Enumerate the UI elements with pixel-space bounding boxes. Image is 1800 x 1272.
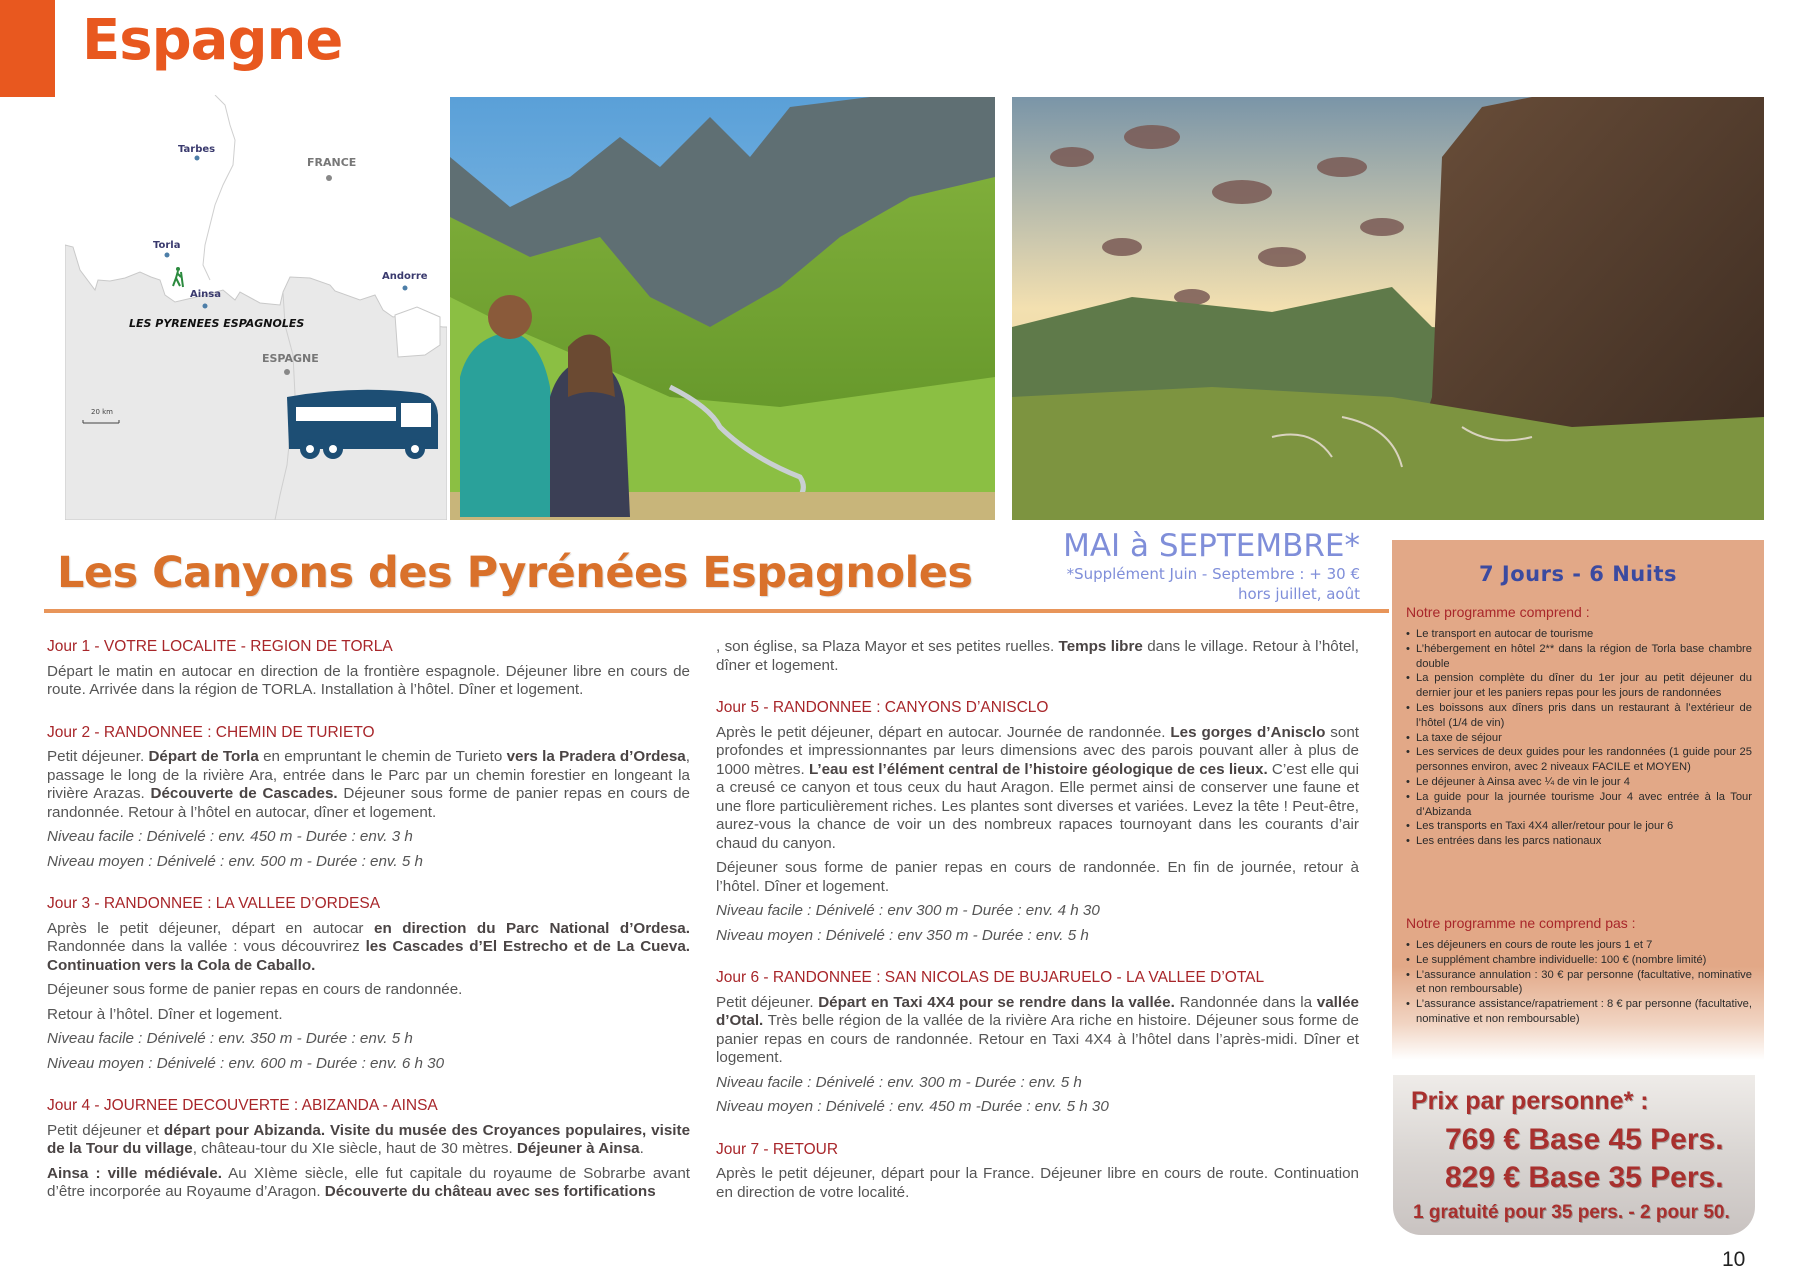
includes-item: • Les boissons aux dîners pris dans un restaurant à l’extérieur de l’hôtel (1/4 de vin) — [1406, 701, 1752, 731]
includes-item: • Les transports en Taxi 4X4 aller/retour pour le jour 6 — [1406, 819, 1752, 834]
includes-item: • La taxe de séjour — [1406, 731, 1752, 746]
day-2-level-easy: Niveau facile : Dénivelé : env. 450 m - Durée : env. 3 h — [47, 828, 413, 845]
day-7-title: Jour 7 - RETOUR — [716, 1140, 839, 1158]
day-5-lunch: Déjeuner sous forme de panier repas en cours de randonnée. En fin de journée, retour à l’hôtel. Dîner et logement. — [716, 859, 1359, 895]
trip-title: Les Canyons des Pyrénées Espagnoles — [57, 548, 973, 598]
price-heading: Prix par personne* : — [1411, 1087, 1649, 1115]
day-3-level-medium: Niveau moyen : Dénivelé : env. 600 m - Durée : env. 6 h 30 — [47, 1054, 445, 1072]
day-6-level-medium: Niveau moyen : Dénivelé : env. 450 m -Durée : env. 5 h 30 — [716, 1098, 1109, 1115]
day-3-lunch: Déjeuner sous forme de panier repas en cours de randonnée. — [47, 981, 463, 998]
supplement-note: hors juillet, août — [1237, 585, 1360, 603]
photo-hikers-valley — [450, 97, 995, 520]
map-city-torla: Torla — [153, 240, 181, 251]
price-line-35: 829 € Base 35 Pers. — [1445, 1161, 1724, 1194]
bus-icon — [287, 390, 438, 459]
day-5-level-easy: Niveau facile : Dénivelé : env 300 m - Durée : env. 4 h 30 — [716, 902, 1100, 919]
excludes-item: • Les déjeuners en cours de route les jours 1 et 7 — [1406, 938, 1752, 953]
season-block — [1063, 528, 1360, 604]
day-2-text: Petit déjeuner. Départ de Torla en empruntant le chemin de Turieto vers la Pradera d’Ordesa, passage le long de la rivière Ara, entrée dans le Parc par un chemin forestier en longeant la rivière Arazas. Découverte de Cascades. Déjeuner sous forme de panier repas en cours de randonnée. Retour à l’hôtel en autocar, dîner et logement. — [47, 748, 690, 821]
includes-item: • Le déjeuner à Ainsa avec ¼ de vin le jour 4 — [1406, 775, 1752, 790]
duration-label: 7 Jours - 6 Nuits — [1479, 562, 1677, 586]
includes-item: • Les entrées dans les parcs nationaux — [1406, 834, 1752, 849]
day-3-level-easy: Niveau facile : Dénivelé : env. 350 m - Durée : env. 5 h — [47, 1030, 413, 1047]
map-city-ainsa: Ainsa — [190, 289, 221, 300]
price-line-45: 769 € Base 45 Pers. — [1445, 1123, 1724, 1156]
day-6-level-easy: Niveau facile : Dénivelé : env. 300 m - Durée : env. 5 h — [716, 1073, 1082, 1091]
photo-canyon-landscape — [1012, 97, 1764, 520]
day-7-text: Après le petit déjeuner, départ pour la France. Déjeuner libre en cours de route. Continuation en direction de votre localité. — [716, 1165, 1359, 1201]
day-3-text: Après le petit déjeuner, départ en autocar en direction du Parc National d’Ordesa. Randonnée dans la vallée : vous découvrirez les Cascades d’El Estrecho et de La Cueva. Continuation vers la Cola de Caballo. — [47, 919, 690, 974]
map-country-france: FRANCE — [307, 156, 357, 169]
day-1-title: Jour 1 - VOTRE LOCALITE - REGION DE TORLA — [47, 638, 393, 655]
includes-item: • La guide pour la journée tourisme Jour 4 avec entrée à la Tour d’Abizanda — [1406, 790, 1752, 820]
excludes-item: • L’assurance annulation : 30 € par personne (facultative, nominative et non remboursable) — [1406, 968, 1752, 998]
day-4-continued: , son église, sa Plaza Mayor et ses petites ruelles. Temps libre dans le village. Retour à l’hôtel, dîner et logement. — [716, 638, 1360, 674]
day-1-text: Départ le matin en autocar en direction de la frontière espagnole. Déjeuner libre en cours de route. Arrivée dans la région de TORLA. Installation à l’hôtel. Dîner et logement. — [47, 662, 690, 698]
includes-list — [1406, 627, 1752, 849]
excludes-title: Notre programme ne comprend pas : — [1406, 915, 1636, 931]
price-box — [1393, 1075, 1755, 1235]
itinerary-column-1 — [47, 638, 690, 1208]
day-3-title: Jour 3 - RANDONNEE : LA VALLEE D’ORDESA — [47, 895, 381, 912]
day-2-title: Jour 2 - RANDONNEE : CHEMIN DE TURIETO — [47, 723, 375, 741]
map-country-espagne: ESPAGNE — [262, 352, 319, 365]
day-5-text: Après le petit déjeuner, départ en autocar. Journée de randonnée. Les gorges d’Anisclo sont profondes et impressionnantes par leurs dimensions avec des parois pouvant aller à plus de 1000 mètres. L’eau est l’élément central de l’histoire géologique de ces lieux. C’est elle qui a creusé ce canyon et tous ceux du haut Aragon. Elle permet ainsi de conserver une faune et une flore particulièrement riches. Les plantes sont diverses et variées. Levez la tête ! Peut-être, aurez-vous la chance de voir un des nombreux rapaces tournoyant dans les courants d’air chaud du canyon. — [716, 723, 1359, 852]
program-panel — [1392, 540, 1764, 1060]
excludes-list — [1406, 938, 1752, 1027]
day-4-text: Petit déjeuner et départ pour Abizanda. Visite du musée des Croyances populaires, visite de la Tour du village, château-tour du XIe siècle, haut de 30 mètres. Déjeuner à Ainsa. — [47, 1121, 691, 1157]
map-city-andorre: Andorre — [382, 271, 428, 282]
day-6-text: Petit déjeuner. Départ en Taxi 4X4 pour se rendre dans la vallée. Randonnée dans la vallée d’Otal. Très belle région de la vallée de la rivière Ara riche en histoire. Déjeuner sous forme de panier repas en cours de randonnée. Retour en Taxi 4X4 à l’hôtel dans l’après-midi. Dîner et logement. — [716, 993, 1359, 1066]
page-title: Espagne — [82, 8, 343, 73]
day-2-level-medium: Niveau moyen : Dénivelé : env. 500 m - Durée : env. 5 h — [47, 852, 423, 870]
day-4-ainsa: Ainsa : ville médiévale. Au XIème siècle, elle fut capitale du royaume de Sobrarbe avant d’être incorporée au Royaume d’Aragon. Découverte du château avec ses fortifications — [47, 1164, 690, 1200]
price-free-places-note: 1 gratuité pour 35 pers. - 2 pour 50. — [1413, 1202, 1730, 1223]
supplement-label: *Supplément Juin - Septembre : + 30 € — [1066, 565, 1360, 583]
day-3-return: Retour à l’hôtel. Dîner et logement. — [47, 1005, 283, 1023]
day-5-level-medium: Niveau moyen : Dénivelé : env 350 m - Durée : env. 5 h — [716, 926, 1089, 944]
season-label: MAI à SEPTEMBRE* — [1063, 528, 1360, 564]
includes-item: • L’hébergement en hôtel 2** dans la région de Torla base chambre double — [1406, 642, 1752, 672]
title-divider — [44, 609, 1389, 613]
day-4-title: Jour 4 - JOURNEE DECOUVERTE : ABIZANDA - AINSA — [47, 1097, 438, 1114]
itinerary-column-2 — [716, 638, 1359, 1208]
header-accent-block — [0, 0, 55, 97]
excludes-item: • Le supplément chambre individuelle: 100 € (nombre limité) — [1406, 953, 1752, 968]
hiker-icon — [173, 267, 183, 287]
page-number: 10 — [1722, 1248, 1746, 1271]
excludes-item: • L’assurance assistance/rapatriement : 8 € par personne (facultative, nominative et non remboursable) — [1406, 997, 1752, 1027]
day-6-title: Jour 6 - RANDONNEE : SAN NICOLAS DE BUJARUELO - LA VALLEE D’OTAL — [716, 969, 1265, 986]
map-scale-label: 20 km — [91, 408, 114, 416]
route-map — [65, 95, 447, 520]
includes-item: • Le transport en autocar de tourisme — [1406, 627, 1752, 642]
includes-title: Notre programme comprend : — [1406, 604, 1590, 620]
day-5-title: Jour 5 - RANDONNEE : CANYONS D’ANISCLO — [716, 699, 1049, 716]
includes-item: • La pension complète du dîner du 1er jour au petit déjeuner du dernier jour et les paniers repas pour les jours de randonnées — [1406, 671, 1752, 701]
map-region-label: LES PYRENEES ESPAGNOLES — [129, 317, 305, 330]
includes-item: • Les services de deux guides pour les randonnées (1 guide pour 25 personnes environ, avec 2 niveaux FACILE et MOYEN) — [1406, 745, 1752, 775]
map-city-tarbes: Tarbes — [178, 144, 216, 155]
